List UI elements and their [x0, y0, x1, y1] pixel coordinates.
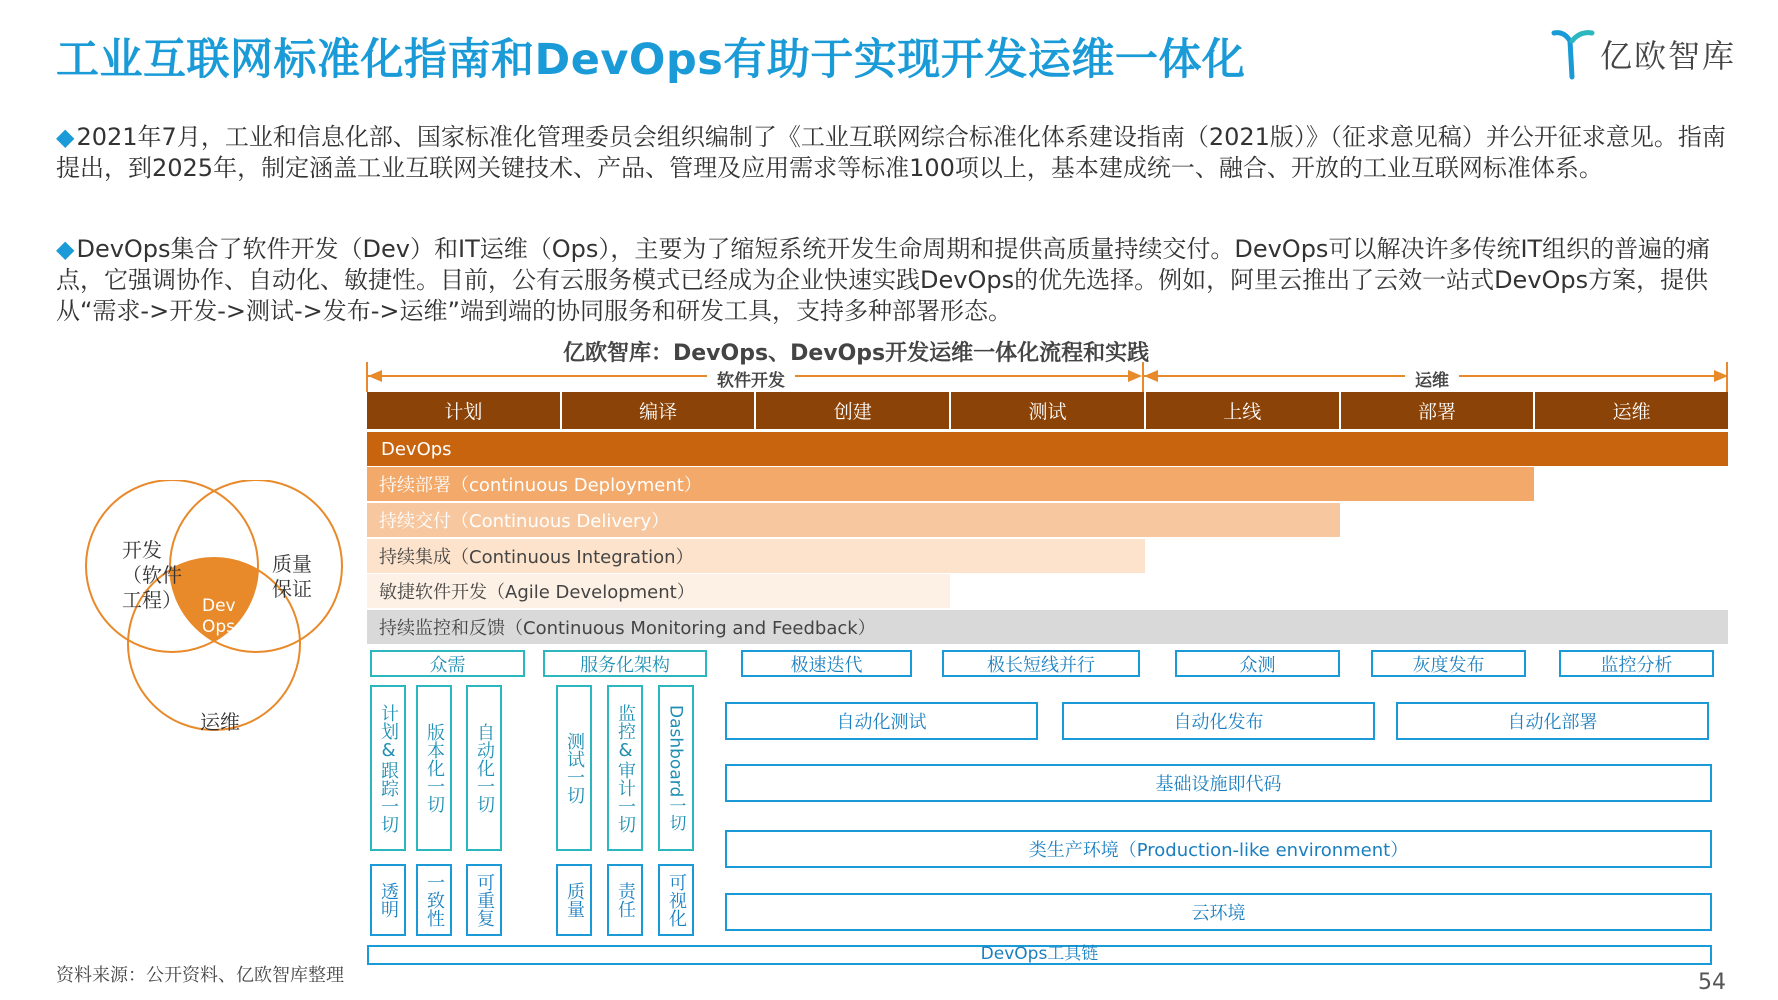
band-continuous-deployment: 持续部署（continuous Deployment）	[367, 467, 1534, 501]
devops-toolchain-box: DevOps工具链	[367, 945, 1712, 965]
practice-box: 监控分析	[1559, 650, 1714, 677]
cloud-env-box: 云环境	[725, 893, 1712, 931]
stage-release: 上线	[1146, 392, 1341, 429]
stage-build: 创建	[756, 392, 951, 429]
venn-label-ops: 运维	[200, 710, 240, 734]
automation-release-box: 自动化发布	[1062, 702, 1375, 740]
stage-compile: 编译	[562, 392, 757, 429]
intro-paragraph-1	[56, 122, 1736, 184]
stage-test: 测试	[951, 392, 1146, 429]
principle-box: 透明	[370, 864, 406, 936]
principle-box: 责任	[607, 864, 643, 936]
source-note: 资料来源：公开资料、亿欧智库整理	[56, 965, 344, 986]
vertical-item: 监控&审计一切	[607, 685, 643, 851]
intro-paragraph-2	[56, 234, 1736, 327]
vertical-item: 自动化一切	[466, 685, 502, 851]
stage-operate: 运维	[1612, 401, 1651, 423]
practice-box: 众需	[370, 650, 525, 677]
paragraph-text: DevOps集合了软件开发（Dev）和IT运维（Ops），主要为了缩短系统开发生命周期和提供高质量持续交付。DevOps可以解决许多传统IT组织的普遍的痛点，它强调协作、自动化、敏捷性。目前，公有云服务模式已经成为企业快速实践DevOps的优先选择。例如，阿里云推出了云效一站式DevOps方案，提供从“需求->开发->测试->发布->运维”端到端的协同服务和研发工具，支持多种部署形态。	[56, 235, 1711, 325]
diamond-bullet-icon: ◆	[56, 123, 75, 151]
automation-deploy-box: 自动化部署	[1396, 702, 1709, 740]
venn-label-qa: 质量 保证	[272, 552, 312, 601]
principle-box: 可重复	[466, 864, 502, 936]
diamond-bullet-icon: ◆	[56, 235, 75, 263]
page-title: 工业互联网标准化指南和DevOps有助于实现开发运维一体化	[56, 35, 1246, 85]
paragraph-text: 2021年7月，工业和信息化部、国家标准化管理委员会组织编制了《工业互联网综合标准化体系建设指南（2021版）》（征求意见稿）并公开征求意见。指南提出，到2025年，制定涵盖工业互联网关键技术、产品、管理及应用需求等标准100项以上，基本建成统一、融合、开放的工业互联网标准体系。	[56, 123, 1726, 182]
vertical-item: 测试一切	[556, 685, 592, 851]
production-like-env-box: 类生产环境（Production-like environment）	[725, 830, 1712, 868]
stage-row	[367, 392, 1728, 429]
stage-plan: 计划	[367, 392, 562, 429]
principle-box: 质量	[556, 864, 592, 936]
phase-arrows	[360, 362, 1735, 392]
band-continuous-integration: 持续集成（Continuous Integration）	[367, 539, 1145, 573]
vertical-item: Dashboard一切	[658, 685, 694, 851]
principle-box: 可视化	[658, 864, 694, 936]
logo	[1550, 26, 1736, 82]
diagram-title: 亿欧智库：DevOps、DevOps开发运维一体化流程和实践	[563, 341, 1150, 366]
logo-text: 亿欧智库	[1600, 37, 1737, 75]
band-devops: DevOps	[367, 432, 1728, 466]
practice-box: 灰度发布	[1371, 650, 1526, 677]
automation-test-box: 自动化测试	[725, 702, 1038, 740]
page-number: 54	[1698, 970, 1726, 995]
band-agile-development: 敏捷软件开发（Agile Development）	[367, 574, 950, 608]
vertical-item: 版本化一切	[416, 685, 452, 851]
principle-box: 一致性	[416, 864, 452, 936]
venn-label-devops: Dev Ops	[202, 596, 236, 637]
phase-label-ops: 运维	[1405, 366, 1459, 391]
venn-label-dev: 开发 （软件 工程）	[122, 538, 182, 612]
band-continuous-delivery: 持续交付（Continuous Delivery）	[367, 503, 1340, 537]
stage-deploy: 部署	[1341, 392, 1536, 429]
vertical-item: 计划&跟踪一切	[370, 685, 406, 851]
practice-box: 服务化架构	[543, 650, 707, 677]
practice-box: 众测	[1175, 650, 1340, 677]
practice-box: 极长短线并行	[942, 650, 1140, 677]
practice-box: 极速迭代	[741, 650, 912, 677]
infra-as-code-box: 基础设施即代码	[725, 764, 1712, 802]
band-continuous-monitoring: 持续监控和反馈（Continuous Monitoring and Feedback）	[367, 610, 1728, 644]
phase-label-dev: 软件开发	[707, 366, 795, 391]
yiou-logo-icon	[1550, 27, 1596, 81]
